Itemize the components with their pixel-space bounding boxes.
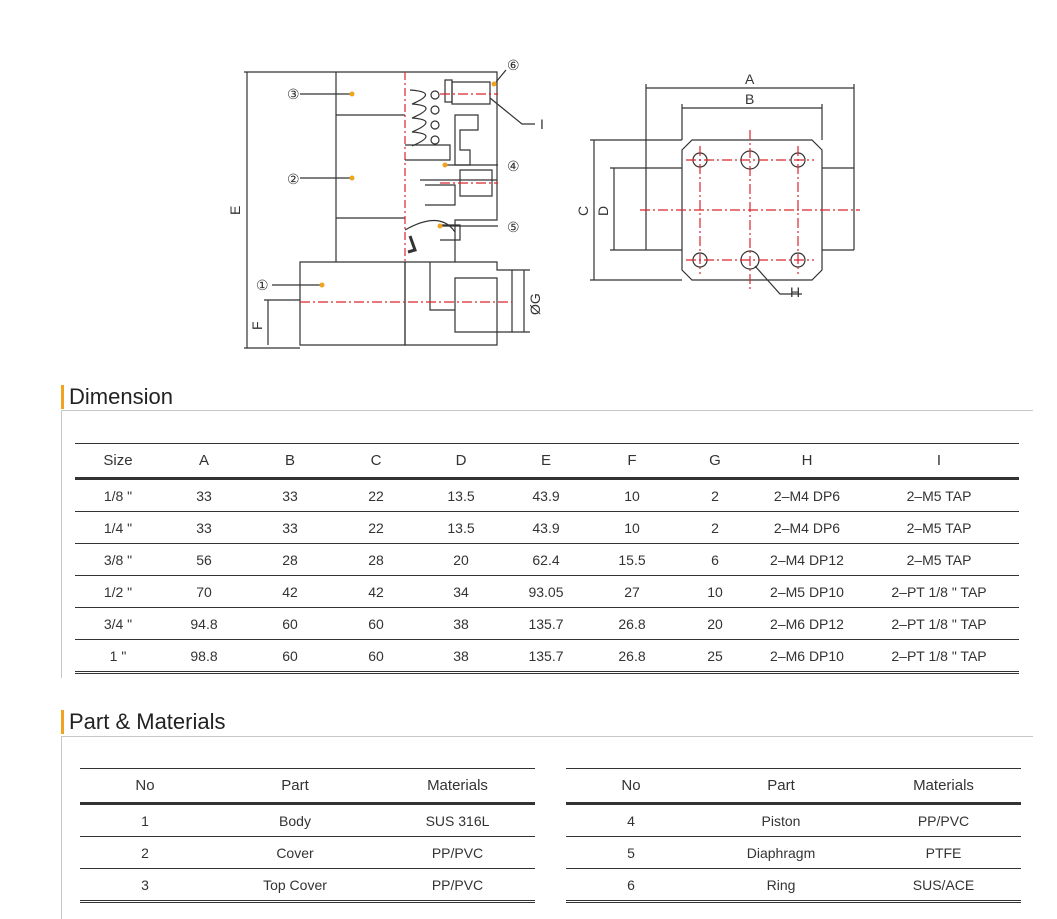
cell: 22 [333, 479, 419, 512]
cell: 1 " [109, 647, 127, 664]
table-row [566, 869, 1021, 902]
cell: 28 [247, 544, 333, 576]
label-E: E [227, 205, 243, 215]
parts-rule [61, 736, 1033, 737]
col-b: B [247, 444, 333, 479]
materials-header-row [566, 769, 1021, 804]
cell: 4 [566, 804, 696, 837]
technical-drawings [0, 0, 1057, 370]
cell: 2–M4 DP6 [755, 512, 859, 544]
col-materials: Materials [380, 769, 535, 804]
cell: 20 [419, 544, 503, 576]
cell: 2–PT 1/8 " TAP [891, 647, 987, 664]
col-i: I [859, 444, 1019, 479]
col-d: D [419, 444, 503, 479]
cell: 33 [161, 512, 247, 544]
parts-title: Part & Materials [61, 710, 226, 734]
cell: 22 [333, 512, 419, 544]
materials-table-right [566, 768, 1021, 903]
cell: 56 [161, 544, 247, 576]
cell: 94.8 [161, 608, 247, 640]
col-f: F [589, 444, 675, 479]
cell: 1/8 " [75, 479, 161, 512]
cell: 28 [333, 544, 419, 576]
col-no: No [566, 769, 696, 804]
cell: Piston [696, 804, 866, 837]
cell: 42 [247, 576, 333, 608]
cell: 135.7 [528, 647, 564, 664]
cell: 13.5 [419, 512, 503, 544]
table-row [80, 804, 535, 837]
table-row [566, 804, 1021, 837]
cell: 42 [333, 576, 419, 608]
cell: Ring [766, 876, 796, 893]
cell: 33 [161, 479, 247, 512]
cell: 33 [247, 479, 333, 512]
parts-vrule [61, 736, 62, 919]
cell: 25 [707, 647, 723, 664]
cell: 33 [247, 512, 333, 544]
table-row [75, 640, 1019, 673]
label-G: ØG [527, 293, 543, 315]
col-part: Part [210, 769, 380, 804]
cell: 2–PT 1/8 " TAP [859, 576, 1019, 608]
cell: 60 [247, 608, 333, 640]
cell: 43.9 [503, 479, 589, 512]
cell: PP/PVC [380, 837, 535, 869]
cell: SUS 316L [380, 804, 535, 837]
cell: PP/PVC [431, 876, 484, 893]
cell: 60 [282, 647, 298, 664]
cell: 60 [368, 647, 384, 664]
cell: 2 [675, 479, 755, 512]
label-I: I [540, 116, 544, 132]
col-e: E [503, 444, 589, 479]
cell: 2–M6 DP12 [755, 608, 859, 640]
cell: 2–M4 DP12 [755, 544, 859, 576]
callout-2: ② [287, 171, 300, 187]
cell: 3/8 " [75, 544, 161, 576]
label-F: F [249, 321, 265, 330]
table-row [566, 837, 1021, 869]
cell: 26.8 [589, 608, 675, 640]
cell: 1/4 " [75, 512, 161, 544]
cell: 15.5 [589, 544, 675, 576]
col-a: A [161, 444, 247, 479]
dimension-header-row [75, 444, 1019, 479]
cell: 1 [80, 804, 210, 837]
callout-3: ③ [287, 86, 300, 102]
cell: 38 [453, 647, 469, 664]
table-row [75, 544, 1019, 576]
dimension-title: Dimension [61, 385, 173, 409]
label-H: H [790, 284, 801, 300]
cell: 93.05 [503, 576, 589, 608]
cell: 2–M5 TAP [859, 544, 1019, 576]
table-row [75, 512, 1019, 544]
cell: 98.8 [190, 647, 218, 664]
callout-6: ⑥ [507, 57, 520, 73]
cell: 13.5 [419, 479, 503, 512]
plan-view-drawing [570, 60, 890, 380]
cell: Top Cover [263, 876, 327, 893]
cell: 2 [675, 512, 755, 544]
dimension-rule [61, 410, 1033, 411]
label-C: C [575, 205, 591, 216]
cell: 27 [589, 576, 675, 608]
cell: Body [210, 804, 380, 837]
cell: 60 [333, 608, 419, 640]
table-row [75, 576, 1019, 608]
cell: 2–M5 DP10 [755, 576, 859, 608]
label-D: D [595, 205, 611, 216]
cell: Cover [210, 837, 380, 869]
cell: 2–PT 1/8 " TAP [859, 608, 1019, 640]
cell: 2–M6 DP10 [770, 647, 844, 664]
label-A: A [745, 71, 755, 87]
dimension-table [75, 443, 1019, 674]
cell: 2 [80, 837, 210, 869]
col-no: No [80, 769, 210, 804]
table-row [80, 837, 535, 869]
cell: 1/2 " [75, 576, 161, 608]
section-view-drawing [0, 0, 560, 370]
cell: 6 [627, 876, 635, 893]
col-g: G [675, 444, 755, 479]
cell: 3 [141, 876, 149, 893]
materials-table-left [80, 768, 535, 903]
callout-1: ① [256, 277, 269, 293]
table-row [75, 608, 1019, 640]
cell: 2–M5 TAP [859, 479, 1019, 512]
cell: 3/4 " [75, 608, 161, 640]
cell: 6 [675, 544, 755, 576]
cell: 10 [589, 512, 675, 544]
callout-5: ⑤ [507, 219, 520, 235]
callout-4: ④ [507, 158, 520, 174]
cell: 38 [419, 608, 503, 640]
cell: 26.8 [618, 647, 646, 664]
cell: Diaphragm [696, 837, 866, 869]
col-size: Size [75, 444, 161, 479]
table-row [80, 869, 535, 902]
materials-header-row [80, 769, 535, 804]
cell: 2–M5 TAP [859, 512, 1019, 544]
col-part: Part [696, 769, 866, 804]
cell: PTFE [866, 837, 1021, 869]
dimension-vrule [61, 410, 62, 678]
col-c: C [333, 444, 419, 479]
cell: 34 [419, 576, 503, 608]
cell: 43.9 [503, 512, 589, 544]
cell: 135.7 [503, 608, 589, 640]
cell: 10 [675, 576, 755, 608]
cell: SUS/ACE [912, 876, 975, 893]
col-materials: Materials [866, 769, 1021, 804]
cell: 62.4 [503, 544, 589, 576]
cell: 70 [161, 576, 247, 608]
cell: 5 [566, 837, 696, 869]
col-h: H [755, 444, 859, 479]
table-row [75, 479, 1019, 512]
cell: 10 [589, 479, 675, 512]
cell: PP/PVC [866, 804, 1021, 837]
label-B: B [745, 91, 755, 107]
cell: 20 [675, 608, 755, 640]
cell: 2–M4 DP6 [755, 479, 859, 512]
